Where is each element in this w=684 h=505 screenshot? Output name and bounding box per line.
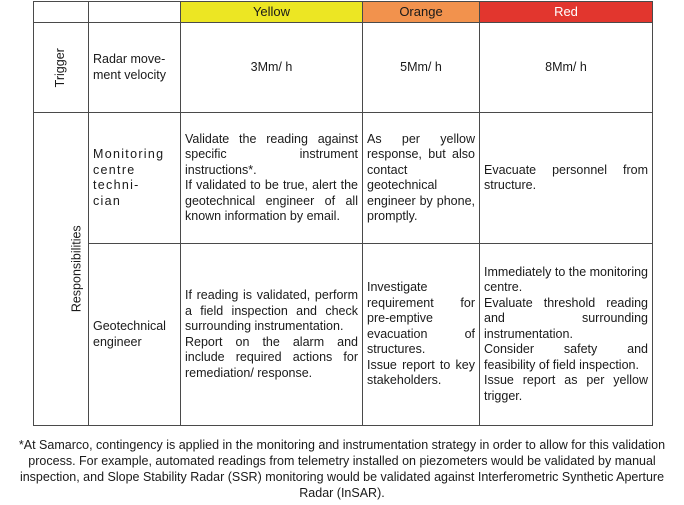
geotechnical-yellow-text: If reading is validated, perform a field inspection and check surrounding instrumentation. Report on the alarm and include required actions for remediation/ response.: [181, 244, 363, 426]
trigger-group-label: Trigger: [53, 47, 68, 88]
trigger-orange-value: 5Mm/ h: [363, 23, 480, 113]
header-orange: Orange: [363, 2, 480, 23]
monitoring-orange-text: As per yellow response, but also contact geotechnical engineer by phone, promptly.: [363, 113, 480, 244]
trigger-red-value: 8Mm/ h: [480, 23, 653, 113]
trigger-yellow-value: 3Mm/ h: [181, 23, 363, 113]
header-red: Red: [480, 2, 653, 23]
alarm-response-table: [33, 1, 653, 426]
header-yellow: Yellow: [181, 2, 363, 23]
geotechnical-row-label: Geotechnical engineer: [89, 244, 181, 426]
header-row: [34, 2, 653, 23]
monitoring-row-label: Monitoring centre techni- cian: [89, 113, 181, 244]
trigger-row-label: Radar move- ment velocity: [89, 23, 181, 113]
footnote: *At Samarco, contingency is applied in the monitoring and instrumentation strategy in order to allow for this validation process. For example, automated readings from telemetry installed on piezometers would be validated by manual inspection, and Slope Stability Radar (SSR) monitoring would be validated against Interferometric Synthetic Aperture Radar (InSAR).: [18, 438, 666, 500]
geotechnical-red-text: Immediately to the monitoring centre. Evaluate threshold reading and surrounding instrumentation. Consider safety and feasibility of field inspection. Issue report as per yellow trigger.: [480, 244, 653, 426]
header-blank-2: [89, 2, 181, 23]
trigger-row: [34, 23, 653, 113]
responsibilities-group-label: Responsibilities: [69, 225, 84, 313]
header-blank-1: [34, 2, 89, 23]
geotechnical-row: [34, 244, 653, 426]
monitoring-row: [34, 113, 653, 244]
monitoring-yellow-text: Validate the reading against specific instrument instructions*. If validated to be true, alert the geotechnical engineer of all known information by email.: [181, 113, 363, 244]
trigger-group-cell: [34, 23, 89, 113]
geotechnical-orange-text: Investigate requirement for pre-emptive evacuation of structures. Issue report to key stakeholders.: [363, 244, 480, 426]
responsibilities-group-cell: [34, 113, 89, 426]
monitoring-red-text: Evacuate personnel from structure.: [480, 113, 653, 244]
